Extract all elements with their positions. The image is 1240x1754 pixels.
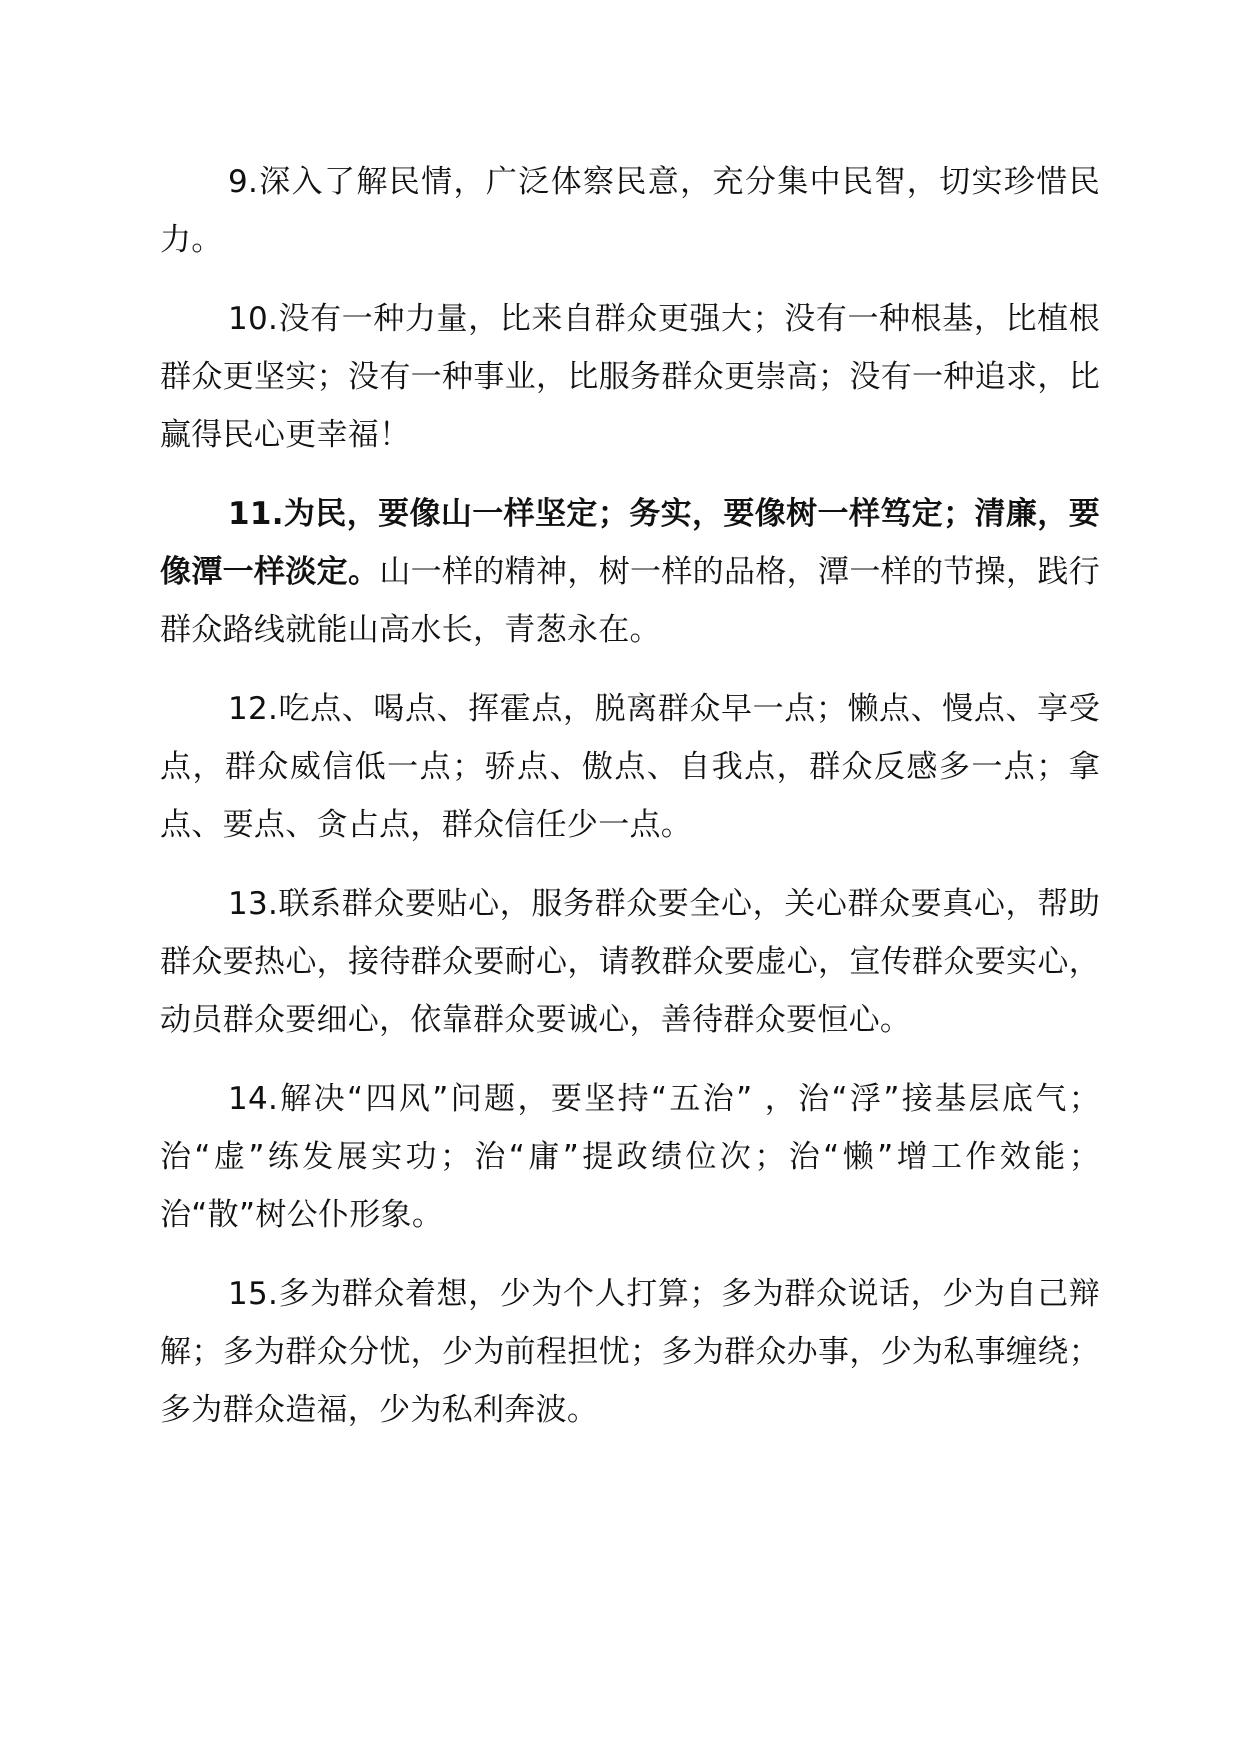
paragraph-11 <box>160 485 1100 659</box>
paragraph-10: 10.没有一种力量，比来自群众更强大；没有一种根基，比植根群众更坚实；没有一种事业，比服务群众更崇高；没有一种追求，比赢得民心更幸福！ <box>160 301 1100 453</box>
paragraph-15: 15.多为群众着想，少为个人打算；多为群众说话，少为自己辩解；多为群众分忧，少为前程担忧；多为群众办事，少为私事缠绕；多为群众造福，少为私利奔波。 <box>160 1276 1100 1428</box>
paragraph-9: 9.深入了解民情，广泛体察民意，充分集中民智，切实珍惜民力。 <box>160 164 1100 258</box>
paragraph-11-bold-lead: 11.为民，要像山一样坚定；务实，要像树一样笃定；清廉，要像潭一样淡定。 <box>160 496 1100 590</box>
paragraph-14: 14.解决“四风”问题，要坚持“五治” ，治“浮”接基层底气；治“虚”练发展实功；治“庸”提政绩位次；治“懒”增工作效能；治“散”树公仆形象。 <box>160 1081 1100 1233</box>
document-body <box>160 153 1100 1460</box>
paragraph-11-text: 山一样的精神，树一样的品格，潭一样的节操，践行群众路线就能山高水长，青葱永在。 <box>160 554 1100 648</box>
paragraph-12: 12.吃点、喝点、挥霍点，脱离群众早一点；懒点、慢点、享受点，群众威信低一点；骄点、傲点、自我点，群众反感多一点；拿点、要点、贪占点，群众信任少一点。 <box>160 691 1100 843</box>
paragraph-13: 13.联系群众要贴心，服务群众要全心，关心群众要真心，帮助群众要热心，接待群众要耐心，请教群众要虚心，宣传群众要实心，动员群众要细心，依靠群众要诚心，善待群众要恒心。 <box>160 886 1100 1038</box>
